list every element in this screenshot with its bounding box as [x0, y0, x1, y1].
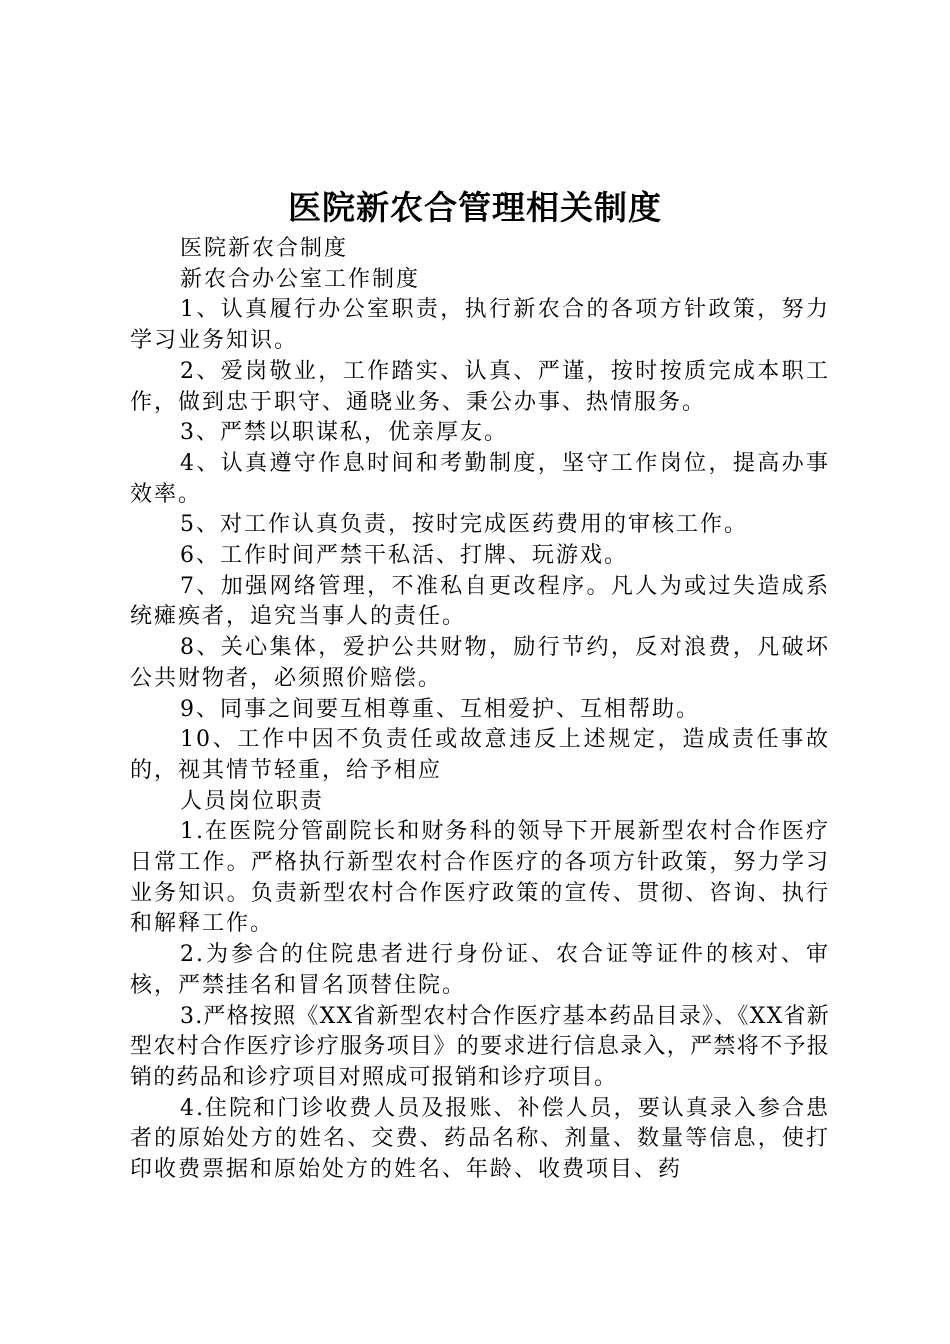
- duty-item-2: 2.为参合的住院患者进行身份证、农合证等证件的核对、审核，严禁挂名和冒名顶替住院。: [130, 942, 830, 998]
- duty-item-1: 1.在医院分管副院长和财务科的领导下开展新型农村合作医疗日常工作。严格执行新型农村合作医疗的各项方针政策，努力学习业务知识。负责新型农村合作医疗政策的宣传、贯彻、咨询、执行和解释工作。: [130, 819, 830, 937]
- rule-item-3: 3、严禁以职谋私，优亲厚友。: [180, 420, 508, 446]
- rule-item-6: 6、工作时间严禁干私活、打牌、玩游戏。: [180, 543, 628, 569]
- rule-item-5: 5、对工作认真负责，按时完成医药费用的审核工作。: [180, 512, 748, 538]
- rule-item-4: 4、认真遵守作息时间和考勤制度，坚守工作岗位，提高办事效率。: [130, 450, 830, 507]
- rule-item-9: 9、同事之间要互相尊重、互相爱护、互相帮助。: [180, 696, 700, 722]
- rule-item-8: 8、关心集体，爱护公共财物，励行节约，反对浪费，凡破坏公共财物者，必须照价赔偿。: [130, 635, 830, 691]
- rule-item-1: 1、认真履行办公室职责，执行新农合的各项方针政策，努力学习业务知识。: [130, 297, 830, 354]
- rule-item-7: 7、加强网络管理，不准私自更改程序。凡人为或过失造成系统瘫痪者，追究当事人的责任。: [130, 573, 830, 630]
- section-subheading-duties: 人员岗位职责: [180, 788, 325, 814]
- section-subheading: 新农合办公室工作制度: [180, 266, 421, 292]
- document-body: [130, 234, 830, 1186]
- section-heading: 医院新农合制度: [180, 236, 349, 261]
- duty-item-3: 3.严格按照《XX省新型农村合作医疗基本药品目录》、《XX省新型农村合作医疗诊疗服务项目》的要求进行信息录入，严禁将不予报销的药品和诊疗项目对照成可报销和诊疗项目。: [130, 1003, 830, 1090]
- rule-item-2: 2、爱岗敬业，工作踏实、认真、严谨，按时按质完成本职工作，做到忠于职守、通晓业务、秉公办事、热情服务。: [130, 358, 830, 415]
- document-title: 医院新农合管理相关制度: [288, 188, 662, 227]
- duty-item-4: 4.住院和门诊收费人员及报账、补偿人员，要认真录入参合患者的原始处方的姓名、交费、药品名称、剂量、数量等信息，使打印收费票据和原始处方的姓名、年龄、收费项目、药: [130, 1095, 830, 1183]
- rule-item-10: 10、工作中因不负责任或故意违反上述规定，造成责任事故的，视其情节轻重，给予相应: [130, 727, 830, 783]
